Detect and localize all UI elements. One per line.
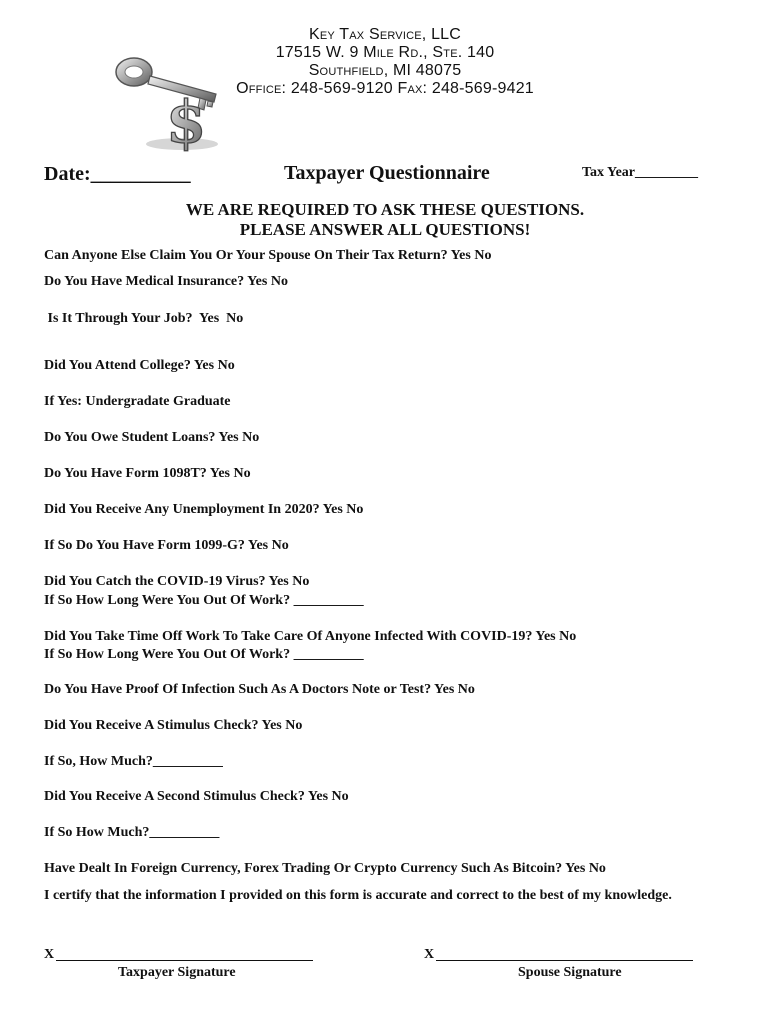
svg-text:$: $ — [166, 88, 207, 154]
question-unemployment[interactable]: Did You Receive Any Unemployment In 2020? Yes No — [44, 502, 364, 517]
certification-statement: I certify that the information I provided on this form is accurate and correct to the best of my knowledge. — [44, 888, 672, 903]
company-phone-fax: Office: 248-569-9120 Fax: 248-569-9421 — [236, 80, 534, 97]
company-address-line1: 17515 W. 9 Mile Rd., Ste. 140 — [275, 44, 495, 61]
question-claim-dependent[interactable]: Can Anyone Else Claim You Or Your Spouse On Their Tax Return? Yes No — [44, 248, 492, 263]
company-name: Key Tax Service, LLC — [308, 26, 462, 43]
key-dollar-icon — [108, 46, 226, 154]
question-second-stimulus[interactable]: Did You Receive A Second Stimulus Check? Yes No — [44, 789, 349, 804]
question-form-1098t[interactable]: Do You Have Form 1098T? Yes No — [44, 466, 251, 481]
taxpayer-signature-line[interactable] — [56, 960, 313, 961]
question-covid-time-out[interactable]: If So How Long Were You Out Of Work? __________ — [44, 593, 364, 608]
question-second-stimulus-amount[interactable]: If So How Much?__________ — [44, 825, 220, 840]
spouse-signature-label: Spouse Signature — [518, 965, 622, 980]
question-covid-virus[interactable]: Did You Catch the COVID-19 Virus? Yes No — [44, 574, 310, 589]
tax-year-field[interactable]: Tax Year_________ — [582, 165, 699, 180]
question-proof-infection[interactable]: Do You Have Proof Of Infection Such As A Doctors Note or Test? Yes No — [44, 682, 475, 697]
question-foreign-currency[interactable]: Have Dealt In Foreign Currency, Forex Trading Or Crypto Currency Such As Bitcoin? Yes No — [44, 861, 606, 876]
question-student-loans[interactable]: Do You Owe Student Loans? Yes No — [44, 430, 260, 445]
spouse-signature-mark: X — [424, 947, 435, 962]
spouse-signature-line[interactable] — [436, 960, 693, 961]
question-stimulus-amount[interactable]: If So, How Much?__________ — [44, 754, 223, 769]
page-title: Taxpayer Questionnaire — [284, 162, 490, 184]
taxpayer-signature-label: Taxpayer Signature — [118, 965, 236, 980]
notice-line2: PLEASE ANSWER ALL QUESTIONS! — [239, 220, 531, 239]
question-care-time-out[interactable]: If So How Long Were You Out Of Work? __________ — [44, 647, 364, 662]
question-care-infected[interactable]: Did You Take Time Off Work To Take Care Of Anyone Infected With COVID-19? Yes No — [44, 629, 577, 644]
date-field[interactable]: Date:__________ — [44, 163, 191, 185]
question-form-1099g[interactable]: If So Do You Have Form 1099-G? Yes No — [44, 538, 289, 553]
question-medical-insurance[interactable]: Do You Have Medical Insurance? Yes No — [44, 274, 288, 289]
notice-line1: WE ARE REQUIRED TO ASK THESE QUESTIONS. — [185, 200, 585, 219]
question-attend-college[interactable]: Did You Attend College? Yes No — [44, 358, 235, 373]
taxpayer-signature-mark: X — [44, 947, 55, 962]
question-insurance-through-job[interactable]: Is It Through Your Job? Yes No — [44, 311, 244, 326]
question-stimulus-check[interactable]: Did You Receive A Stimulus Check? Yes No — [44, 718, 303, 733]
company-address-line2: Southfield, MI 48075 — [308, 62, 462, 79]
question-college-level[interactable]: If Yes: Undergradate Graduate — [44, 394, 231, 409]
